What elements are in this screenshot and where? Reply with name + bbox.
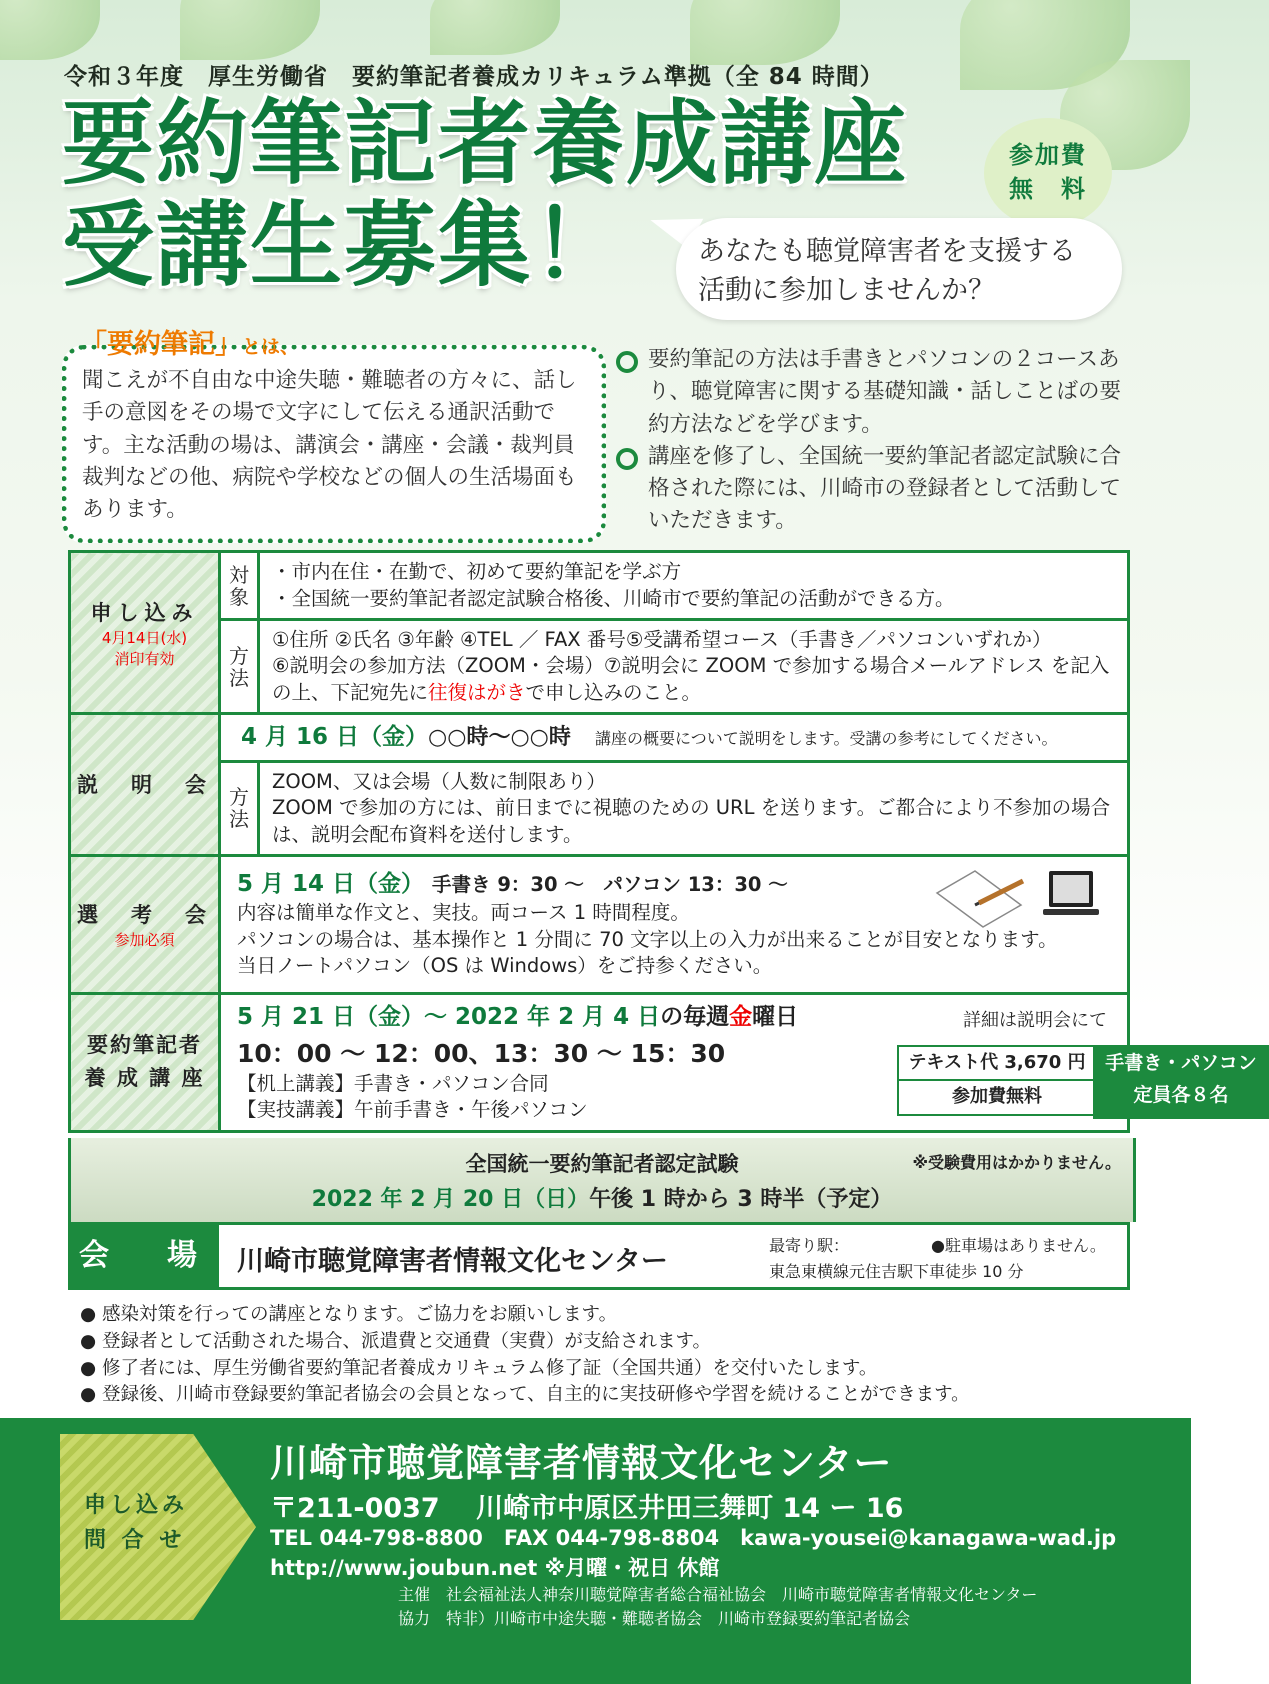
course-weekday: 金 xyxy=(729,1003,753,1030)
briefing-note: 講座の概要について説明をします。受講の参考にしてください。 xyxy=(595,728,1058,748)
page-title-line1: 要約筆記者養成講座 xyxy=(62,90,909,197)
leaf-decoration xyxy=(180,0,320,60)
ring-bullet-icon xyxy=(616,448,638,470)
venue-station-label: 最寄り駅： xyxy=(769,1236,850,1255)
paper-pen-icon xyxy=(931,865,1027,929)
textbook-fee: テキスト代 3,670 円 xyxy=(899,1047,1095,1081)
method-red-text: 往復はがき xyxy=(428,680,526,704)
contact-arrow-text xyxy=(84,1488,188,1558)
method-line: ①住所 ②氏名 ③年齢 ④TEL ／ FAX 番号⑤受講希望コース（手書き／パソコンいずれか） xyxy=(272,628,1052,652)
footer-org-name: 川崎市聴覚障害者情報文化センター xyxy=(270,1441,893,1485)
fee-label: 参加費 xyxy=(1009,141,1087,170)
briefing-method-cell xyxy=(259,762,1129,856)
briefing-heading: 説 明 会 xyxy=(70,714,220,856)
footer-contact[interactable]: TEL 044-798-8800 FAX 044-798-8804 kawa-yousei@kanagawa-wad.jp xyxy=(270,1526,1117,1550)
course-weekly: 曜日 xyxy=(752,1003,799,1030)
selection-line: パソコンの場合は、基本操作と 1 分間に 70 文字以上の入力が出来ることが目安となります。 xyxy=(237,927,1058,951)
definition-suffix: とは、 xyxy=(242,336,300,358)
footer-website[interactable]: http://www.joubun.net ※月曜・祝日 休館 xyxy=(270,1556,720,1580)
bubble-line: 活動に参加しませんか？ xyxy=(698,275,995,307)
leaf-decoration xyxy=(0,0,100,60)
briefing-method-label: 方法 xyxy=(220,762,259,856)
briefing-time: ○○時〜○○時 xyxy=(428,724,571,750)
method-line xyxy=(272,653,1115,706)
briefing-method-line: ZOOM で参加の方には、前日までに視聴のための URL を送ります。ご都合により不参加の場合は、説明会配布資料を送付します。 xyxy=(272,796,1111,846)
participation-fee: 参加費無料 xyxy=(952,1086,1042,1108)
leaf-decoration xyxy=(430,0,560,55)
selection-required: 参加必須 xyxy=(114,930,175,949)
method-text: で申し込みのこと。 xyxy=(525,680,702,704)
method-text: ⑥説明会の参加方法（ZOOM・会場）⑦説明会に ZOOM で参加する場合メールアドレス を記入の上、下記宛先に xyxy=(272,654,1110,704)
course-practice-lecture: 【実技講義】午前手書き・午後パソコン xyxy=(237,1097,588,1121)
briefing-method-line: ZOOM、又は会場（人数に制限あり） xyxy=(272,770,606,793)
fee-value: 無 料 xyxy=(1009,175,1087,203)
list-item-text: 要約筆記の方法は手書きとパソコンの２コースあり、聴覚障害に関する基礎知識・話しことばの要約方法などを学びます。 xyxy=(648,347,1122,437)
capacity-box xyxy=(1093,1045,1269,1119)
selection-heading-text: 選 考 会 xyxy=(77,902,212,927)
course-cell xyxy=(220,993,1257,1131)
briefing-date: 4 月 16 日（金） xyxy=(241,723,429,750)
briefing-date-cell xyxy=(220,714,1129,762)
bubble-line: あなたも聴覚障害者を支援する xyxy=(698,236,1076,267)
course-heading-text: 要約筆記者 xyxy=(87,1032,202,1057)
apply-heading xyxy=(70,552,220,714)
course-time: 10：00 〜 12：00、13：30 〜 15：30 xyxy=(237,1038,726,1068)
selection-line: 内容は簡単な作文と、実技。両コース 1 時間程度。 xyxy=(237,901,690,925)
target-line: ・市内在住・在勤で、初めて要約筆記を学ぶ方 xyxy=(272,560,682,584)
target-cell xyxy=(259,552,1129,620)
list-item-text: 講座を修了し、全国統一要約筆記者認定試験に合格された際には、川崎市の登録者として活動していただきます。 xyxy=(648,443,1122,534)
venue-parking: ●駐車場はありません。 xyxy=(931,1236,1106,1255)
method-cell xyxy=(259,620,1129,714)
free-fee-badge xyxy=(984,118,1112,228)
header-subtitle: 令和３年度 厚生労働省 要約筆記者養成カリキュラム準拠（全 84 時間） xyxy=(64,64,884,90)
course-weekly: の毎週 xyxy=(660,1003,730,1030)
course-heading-text: 養 成 講 座 xyxy=(84,1066,205,1091)
apply-heading-text: 申し込み xyxy=(90,600,199,625)
selection-date: 5 月 14 日（金） xyxy=(237,871,425,898)
target-line: ・全国統一要約筆記者認定試験合格後、川崎市で要約筆記の活動ができる方。 xyxy=(272,586,955,610)
list-item xyxy=(612,441,1132,538)
info-table xyxy=(68,550,1257,1133)
page-title-line2: 受講生募集！ xyxy=(62,192,627,299)
note-item: ● 登録後、川崎市登録要約筆記者協会の会員となって、自主的に実技研修や学習を続けることができます。 xyxy=(80,1384,970,1406)
course-desk-lecture: 【机上講義】手書き・パソコン合同 xyxy=(237,1071,549,1095)
apply-postmark: 消印有効 xyxy=(114,649,175,668)
notes-list xyxy=(80,1302,970,1409)
venue-heading: 会 場 xyxy=(71,1225,219,1287)
footer-host: 主催 社会福祉法人神奈川聴覚障害者総合福祉協会 川崎市聴覚障害者情報文化センター xyxy=(398,1585,1038,1604)
target-label: 対象 xyxy=(220,552,259,620)
exam-title: 全国統一要約筆記者認定試験 xyxy=(465,1152,739,1176)
venue-access: 東急東横線元住吉駅下車徒歩 10 分 xyxy=(769,1262,1024,1281)
exam-date: 2022 年 2 月 20 日（日） xyxy=(311,1187,590,1212)
note-item: ● 感染対策を行っての講座となります。ご協力をお願いします。 xyxy=(80,1304,618,1325)
course-detail-note: 詳細は説明会にて xyxy=(963,1009,1107,1031)
capacity-course: 手書き・パソコン xyxy=(1105,1051,1257,1074)
venue-box xyxy=(68,1222,1130,1290)
note-item: ● 登録者として活動された場合、派遣費と交通費（実費）が支給されます。 xyxy=(80,1330,712,1352)
arrow-line: 申し込み xyxy=(84,1493,189,1518)
selection-times: 手書き 9：30 〜 パソコン 13：30 〜 xyxy=(432,873,788,897)
exam-time: 午後 1 時から 3 時半（予定） xyxy=(589,1187,893,1212)
selection-line: 当日ノートパソコン（OS は Windows）をご持参ください。 xyxy=(237,954,773,978)
definition-text: 聞こえが不自由な中途失聴・難聴者の方々に、話し手の意図をその場で文字にして伝える通訳活動です。主な活動の場は、講演会・講座・会議・裁判員裁判などの他、病院や学校などの個人の生活場面もあります。 xyxy=(82,368,577,522)
method-label: 方法 xyxy=(220,620,259,714)
selection-cell xyxy=(220,855,1129,993)
selection-heading xyxy=(70,855,220,993)
definition-heading xyxy=(74,322,305,361)
textbook-box xyxy=(897,1045,1097,1116)
footer-address: 〒211-0037 川崎市中原区井田三舞町 14 ー 16 xyxy=(270,1493,904,1524)
course-dates: 5 月 21 日（金）〜 2022 年 2 月 4 日 xyxy=(237,1003,661,1030)
definition-term: 「要約筆記」 xyxy=(80,329,242,360)
ring-bullet-icon xyxy=(616,351,638,373)
note-item: ● 修了者には、厚生労働省要約筆記者養成カリキュラム修了証（全国共通）を交付いたします。 xyxy=(80,1357,878,1379)
exam-banner xyxy=(68,1138,1136,1222)
list-item xyxy=(612,344,1132,441)
footer-cooperation: 協力 特非）川崎市中途失聴・難聴者協会 川崎市登録要約筆記者協会 xyxy=(398,1609,911,1628)
leaf-decoration xyxy=(690,0,840,65)
speech-bubble-text xyxy=(698,232,1076,310)
exam-note: ※受験費用はかかりません。 xyxy=(912,1153,1121,1172)
venue-name: 川崎市聴覚障害者情報文化センター xyxy=(237,1246,668,1277)
feature-list xyxy=(612,344,1132,538)
course-heading xyxy=(70,993,220,1131)
apply-deadline: 4月14日(水) xyxy=(101,628,188,647)
laptop-icon xyxy=(1041,867,1101,921)
capacity-number: 定員各８名 xyxy=(1133,1084,1229,1107)
arrow-line: 問 合 せ xyxy=(84,1528,186,1554)
